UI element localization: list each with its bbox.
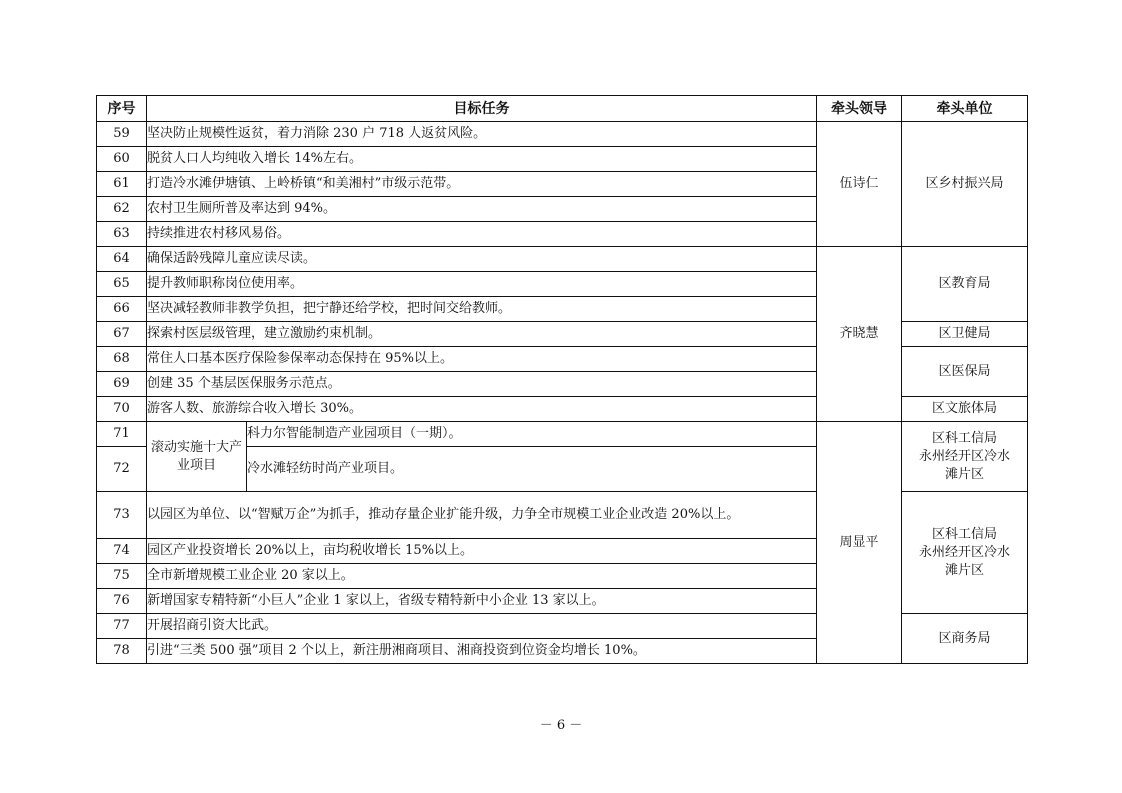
- row-num: 68: [97, 347, 147, 372]
- row-num: 59: [97, 122, 147, 147]
- row-task: 持续推进农村移风易俗。: [147, 222, 817, 247]
- row-num: 70: [97, 397, 147, 422]
- unit-line: 滩片区: [944, 562, 984, 578]
- row-task: 园区产业投资增长 20%以上，亩均税收增长 15%以上。: [147, 539, 817, 564]
- leader-cell: 周显平: [817, 422, 902, 664]
- unit-cell: [902, 422, 1028, 492]
- header-leader: 牵头领导: [817, 96, 902, 122]
- row-task: 游客人数、旅游综合收入增长 30%。: [147, 397, 817, 422]
- row-task: 常住人口基本医疗保险参保率动态保持在 95%以上。: [147, 347, 817, 372]
- table-row: [97, 247, 1028, 272]
- row-task: 坚决减轻教师非教学负担，把宁静还给学校，把时间交给教师。: [147, 297, 817, 322]
- row-num: 61: [97, 172, 147, 197]
- page-number: － 6 －: [539, 718, 583, 733]
- row-task: 提升教师职称岗位使用率。: [147, 272, 817, 297]
- row-num: 64: [97, 247, 147, 272]
- unit-cell: 区卫健局: [902, 322, 1028, 347]
- row-task: 坚决防止规模性返贫，着力消除 230 户 718 人返贫风险。: [147, 122, 817, 147]
- unit-cell: 区文旅体局: [902, 397, 1028, 422]
- row-task: 冷水滩轻纺时尚产业项目。: [247, 447, 817, 492]
- row-num: 66: [97, 297, 147, 322]
- table-row: [97, 122, 1028, 147]
- table-row: [97, 422, 1028, 447]
- row-task: 确保适龄残障儿童应读尽读。: [147, 247, 817, 272]
- row-task: 以园区为单位、以“智赋万企”为抓手，推动存量企业扩能升级，力争全市规模工业企业改造 20%以上。: [147, 492, 817, 539]
- row-task: 开展招商引资大比武。: [147, 614, 817, 639]
- row-num: 72: [97, 447, 147, 492]
- group-cell: 滚动实施十大产业项目: [147, 422, 247, 492]
- unit-line: 区科工信局: [931, 526, 997, 542]
- row-task: 探索村医层级管理，建立激励约束机制。: [147, 322, 817, 347]
- header-unit: 牵头单位: [902, 96, 1028, 122]
- unit-line: 滩片区: [944, 466, 984, 482]
- row-num: 75: [97, 564, 147, 589]
- unit-cell: 区商务局: [902, 614, 1028, 664]
- row-task: 脱贫人口人均纯收入增长 14%左右。: [147, 147, 817, 172]
- unit-cell: 区教育局: [902, 247, 1028, 322]
- row-num: 65: [97, 272, 147, 297]
- row-num: 74: [97, 539, 147, 564]
- row-num: 77: [97, 614, 147, 639]
- row-num: 69: [97, 372, 147, 397]
- row-task: 创建 35 个基层医保服务示范点。: [147, 372, 817, 397]
- row-num: 60: [97, 147, 147, 172]
- row-num: 76: [97, 589, 147, 614]
- table-header-row: [97, 96, 1028, 122]
- row-task: 打造冷水滩伊塘镇、上岭桥镇“和美湘村”市级示范带。: [147, 172, 817, 197]
- row-task: 引进“三类 500 强”项目 2 个以上，新注册湘商项目、湘商投资到位资金均增长 10%。: [147, 639, 817, 664]
- unit-cell: [902, 492, 1028, 614]
- row-task: 农村卫生厕所普及率达到 94%。: [147, 197, 817, 222]
- row-num: 71: [97, 422, 147, 447]
- row-num: 73: [97, 492, 147, 539]
- unit-line: 永州经开区冷水: [918, 448, 1010, 464]
- task-table: [96, 95, 1028, 664]
- row-num: 78: [97, 639, 147, 664]
- row-num: 62: [97, 197, 147, 222]
- row-task: 全市新增规模工业企业 20 家以上。: [147, 564, 817, 589]
- row-num: 67: [97, 322, 147, 347]
- leader-cell: 齐晓慧: [817, 247, 902, 422]
- unit-line: 区科工信局: [931, 430, 997, 446]
- row-num: 63: [97, 222, 147, 247]
- unit-line: 永州经开区冷水: [918, 544, 1010, 560]
- unit-cell: 区乡村振兴局: [902, 122, 1028, 247]
- row-task: 科力尔智能制造产业园项目（一期）。: [247, 422, 817, 447]
- leader-cell: 伍诗仁: [817, 122, 902, 247]
- row-task: 新增国家专精特新“小巨人”企业 1 家以上，省级专精特新中小企业 13 家以上。: [147, 589, 817, 614]
- header-num: 序号: [97, 96, 147, 122]
- header-task: 目标任务: [147, 96, 817, 122]
- unit-cell: 区医保局: [902, 347, 1028, 397]
